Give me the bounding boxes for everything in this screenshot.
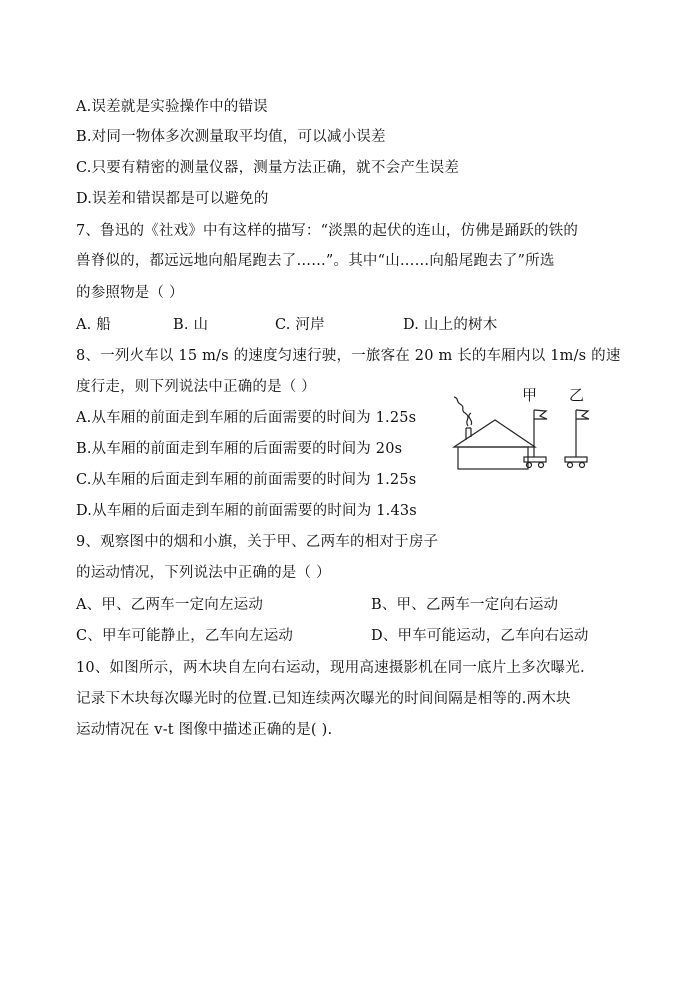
q7-option-c: C. 河岸 bbox=[275, 317, 325, 333]
q8-stem-line-1: 8、一列火车以 15 m/s 的速度匀速行驶，一旅客在 20 m 长的车厢内以 1m/s 的速 bbox=[76, 348, 621, 364]
label-jia: 甲 bbox=[522, 386, 538, 404]
q7-option-b: B. 山 bbox=[173, 317, 209, 333]
q8-option-b: B.从车厢的前面走到车厢的后面需要的时间为 20s bbox=[76, 441, 403, 457]
q9-stem-line-1: 9、观察图中的烟和小旗，关于甲、乙两车的相对于房子 bbox=[76, 534, 439, 550]
q9-option-c: C、甲车可能静止，乙车向左运动 bbox=[76, 628, 294, 644]
q8-stem-line-2: 度行走，则下列说法中正确的是（ ） bbox=[76, 379, 317, 395]
q8-option-a: A.从车厢的前面走到车厢的后面需要的时间为 1.25s bbox=[76, 410, 417, 426]
house-body bbox=[458, 447, 528, 469]
q8-option-d: D.从车厢的后面走到车厢的前面需要的时间为 1.43s bbox=[76, 503, 417, 519]
q10-stem-line-1: 10、如图所示，两木块自左向右运动，现用高速摄影机在同一底片上多次曝光. bbox=[76, 660, 585, 676]
smoke bbox=[454, 397, 468, 426]
q9-stem-line-2: 的运动情况，下列说法中正确的是（ ） bbox=[76, 565, 331, 581]
q7-option-d: D. 山上的树木 bbox=[403, 317, 498, 333]
cart-yi-body bbox=[565, 457, 587, 462]
q7-stem-line-1: 7、鲁迅的《社戏》中有这样的描写：“淡黑的起伏的连山，仿佛是踊跃的铁的 bbox=[76, 223, 579, 239]
q9-option-d: D、甲车可能运动，乙车向右运动 bbox=[371, 628, 589, 644]
figure-drawing bbox=[452, 380, 602, 475]
q8-option-c: C.从车厢的后面走到车厢的前面需要的时间为 1.25s bbox=[76, 472, 417, 488]
label-yi: 乙 bbox=[569, 386, 585, 404]
cart-jia-body bbox=[524, 457, 546, 462]
q9-option-a: A、甲、乙两车一定向左运动 bbox=[76, 597, 264, 613]
q7-stem-line-3: 的参照物是（ ） bbox=[76, 285, 184, 301]
cart-jia-flag bbox=[534, 410, 547, 419]
q7-stem-line-2: 兽脊似的，都远远地向船尾跑去了……”。其中“山……向船尾跑去了”所选 bbox=[76, 253, 555, 269]
q6-option-b: B.对同一物体多次测量取平均值，可以减小误差 bbox=[76, 129, 386, 145]
cart-yi-flag bbox=[576, 410, 589, 419]
house-and-carts-figure bbox=[452, 380, 602, 475]
q6-option-c: C.只要有精密的测量仪器，测量方法正确，就不会产生误差 bbox=[76, 160, 460, 176]
q7-option-a: A. 船 bbox=[76, 317, 111, 333]
q10-stem-line-3: 运动情况在 v-t 图像中描述正确的是( ). bbox=[76, 722, 333, 738]
q6-option-a: A.误差就是实验操作中的错误 bbox=[76, 99, 268, 115]
q9-option-b: B、甲、乙两车一定向右运动 bbox=[371, 597, 559, 613]
q10-stem-line-2: 记录下木块每次曝光时的位置.已知连续两次曝光的时间间隔是相等的.两木块 bbox=[76, 691, 571, 707]
q6-option-d: D.误差和错误都是可以避免的 bbox=[76, 191, 269, 207]
